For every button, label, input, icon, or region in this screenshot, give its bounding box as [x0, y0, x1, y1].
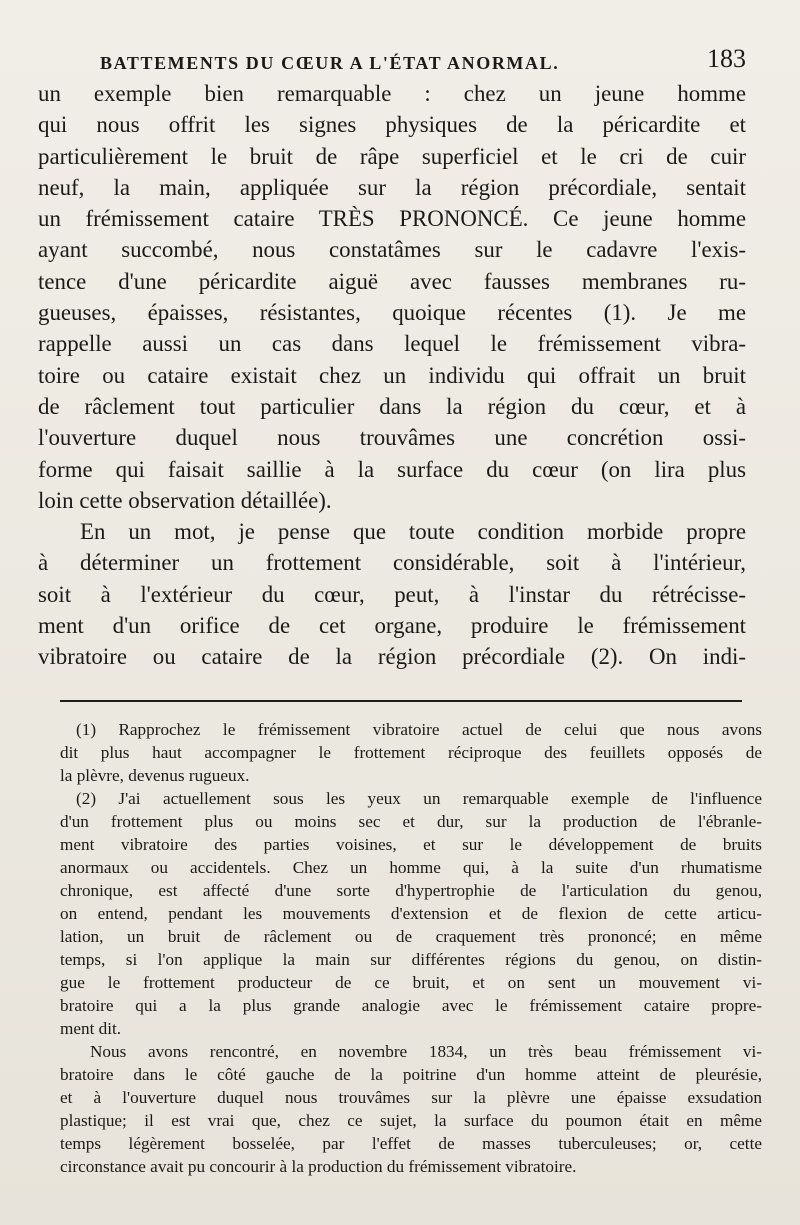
- footnote-line: d'un frottement plus ou moins sec et dur, sur la production de l'ébranle-: [60, 812, 762, 831]
- body-line: un exemple bien remarquable : chez un jeune homme: [38, 81, 746, 106]
- running-title: BATTEMENTS DU CŒUR A L'ÉTAT ANORMAL.: [100, 53, 560, 73]
- body-line: un frémissement cataire TRÈS PRONONCÉ. Ce jeune homme: [38, 206, 746, 232]
- body-line: l'ouverture duquel nous trouvâmes une concrétion ossi-: [38, 425, 746, 451]
- footnote-divider: [60, 700, 742, 702]
- body-line: rappelle aussi un cas dans lequel le frémissement vibra-: [38, 331, 746, 357]
- footnotes: [60, 718, 762, 1178]
- footnote-line: circonstance avait pu concourir à la production du frémissement vibratoire.: [60, 1157, 577, 1176]
- footnote-line: ment vibratoire des parties voisines, et sur le développement de bruits: [60, 835, 762, 854]
- body-line: loin cette observation détaillée).: [38, 487, 332, 513]
- page-header: [38, 38, 746, 74]
- body-line: forme qui faisait saillie à la surface du cœur (on lira plus: [38, 456, 746, 482]
- body-line: gueuses, épaisses, résistantes, quoique récentes (1). Je me: [38, 300, 746, 326]
- body-line: particulièrement le bruit de râpe superficiel et le cri de cuir: [38, 143, 746, 169]
- body-line: ment d'un orifice de cet organe, produire le frémissement: [38, 613, 746, 639]
- footnote-line: Nous avons rencontré, en novembre 1834, un très beau frémissement vi-: [90, 1042, 762, 1061]
- footnote-line: temps légèrement bosselée, par l'effet de masses tuberculeuses; or, cette: [60, 1134, 762, 1153]
- footnote-line: (2) J'ai actuellement sous les yeux un remarquable exemple de l'influence: [76, 789, 762, 808]
- footnote-line: anormaux ou accidentels. Chez un homme qui, à la suite d'un rhumatisme: [60, 858, 762, 877]
- footnote-line: et à l'ouverture duquel nous trouvâmes sur la plèvre une épaisse exsudation: [60, 1088, 762, 1107]
- footnote-line: lation, un bruit de râclement ou de craquement très prononcé; en même: [60, 927, 762, 946]
- footnote-line: on entend, pendant les mouvements d'extension et de flexion de cette articu-: [60, 904, 762, 923]
- footnote-line: (1) Rapprochez le frémissement vibratoire actuel de celui que nous avons: [76, 720, 762, 739]
- body-line: neuf, la main, appliquée sur la région précordiale, sentait: [38, 174, 746, 200]
- footnote-line: temps, si l'on applique la main sur différentes régions du genou, on distin-: [60, 950, 762, 969]
- body-line: toire ou cataire existait chez un individu qui offrait un bruit: [38, 362, 746, 388]
- body-line: à déterminer un frottement considérable, soit à l'intérieur,: [38, 550, 746, 576]
- footnote-line: bratoire qui a la plus grande analogie avec le frémissement cataire propre-: [60, 996, 762, 1015]
- body-line: En un mot, je pense que toute condition morbide propre: [80, 519, 746, 545]
- footnote-line: dit plus haut accompagner le frottement réciproque des feuillets opposés de: [60, 743, 762, 762]
- page-number: 183: [707, 44, 746, 73]
- footnote-line: chronique, est affecté d'une sorte d'hypertrophie de l'articulation du genou,: [60, 881, 762, 900]
- footnote-line: bratoire dans le côté gauche de la poitrine d'un homme atteint de pleurésie,: [60, 1065, 762, 1084]
- body-line: tence d'une péricardite aiguë avec fausses membranes ru-: [38, 268, 746, 294]
- body-line: vibratoire ou cataire de la région précordiale (2). On indi-: [38, 644, 746, 670]
- body-text: [38, 78, 746, 673]
- footnote-line: la plèvre, devenus rugueux.: [60, 766, 250, 785]
- body-line: ayant succombé, nous constatâmes sur le cadavre l'exis-: [38, 237, 746, 263]
- body-line: de râclement tout particulier dans la région du cœur, et à: [38, 393, 746, 419]
- body-line: soit à l'extérieur du cœur, peut, à l'instar du rétrécisse-: [38, 581, 746, 607]
- footnote-line: ment dit.: [60, 1019, 122, 1038]
- footnote-line: plastique; il est vrai que, chez ce sujet, la surface du poumon était en même: [60, 1111, 762, 1130]
- body-line: qui nous offrit les signes physiques de la péricardite et: [38, 112, 746, 138]
- footnote-line: gue le frottement producteur de ce bruit, et on sent un mouvement vi-: [60, 973, 762, 992]
